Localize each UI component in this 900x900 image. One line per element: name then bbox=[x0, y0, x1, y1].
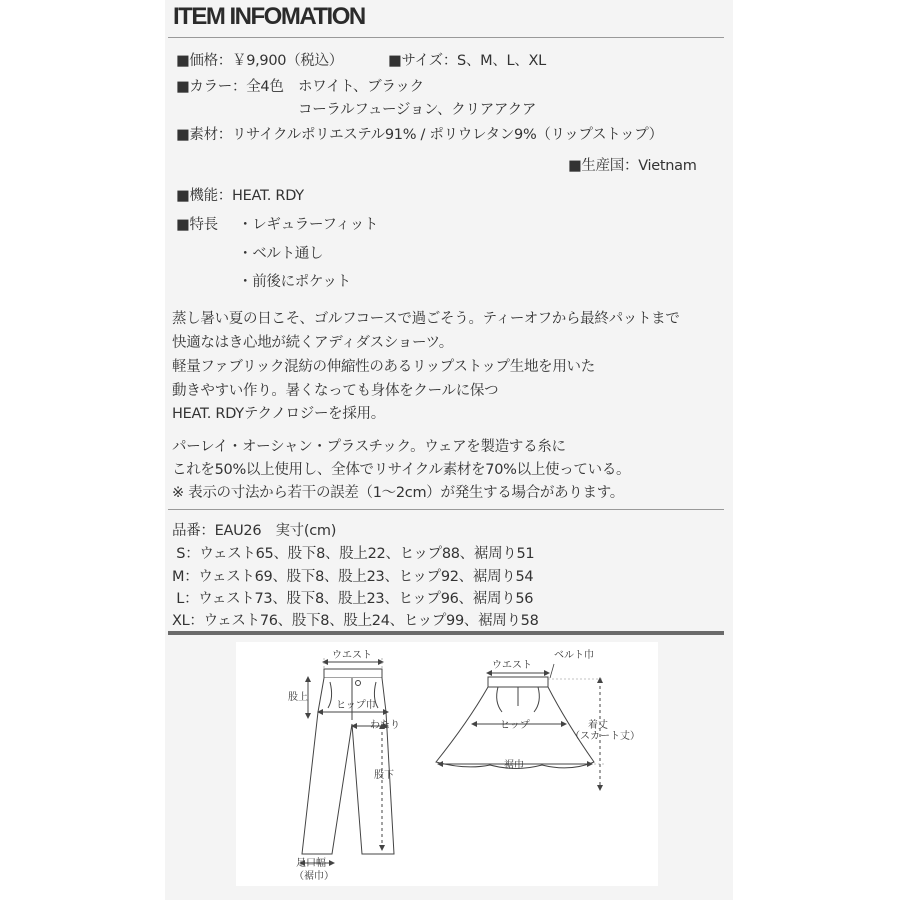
function-text: ■機能：HEAT. RDY bbox=[176, 188, 304, 204]
feature-item: ・ベルト通し bbox=[238, 246, 324, 262]
section-divider bbox=[168, 631, 724, 635]
sustainability-line: これを50%以上使用し、全体でリサイクル素材を70%以上使っている。 bbox=[172, 462, 631, 478]
measurement-diagram bbox=[236, 642, 658, 886]
title-divider bbox=[168, 37, 724, 38]
color-label: ■カラー：全4色 bbox=[176, 79, 284, 95]
size-row-xl: XL：ウェスト76、股下8、股上24、ヒップ99、裾周り58 bbox=[172, 613, 539, 629]
feature-item: ・レギュラーフィット bbox=[238, 217, 379, 233]
description-line: 動きやすい作り。暑くなっても身体をクールに保つ bbox=[172, 383, 499, 399]
skirt-belt-label: ベルト巾 bbox=[554, 650, 594, 661]
description-line: HEAT. RDYテクノロジーを採用。 bbox=[172, 406, 385, 422]
page-title: ITEM INFOMATION bbox=[173, 3, 365, 30]
pants-rise-label: 股上 bbox=[288, 692, 308, 703]
size-row-l: L：ウェスト73、股下8、股上23、ヒップ96、裾周り56 bbox=[172, 591, 534, 607]
description-line: 蒸し暑い夏の日こそ、ゴルフコースで過ごそう。ティーオフから最終パットまで bbox=[172, 311, 680, 327]
material-text: ■素材：リサイクルポリエステル91% / ポリウレタン9%（リップストップ） bbox=[176, 127, 663, 143]
sustainability-line: パーレイ・オーシャン・プラスチック。ウェアを製造する糸に bbox=[172, 439, 566, 455]
skirt-hip-label: ヒップ bbox=[500, 720, 530, 731]
notice-line: ※ 表示の寸法から若干の誤差（1〜2cm）が発生する場合があります。 bbox=[172, 485, 624, 501]
origin-text: ■生産国：Vietnam bbox=[568, 158, 697, 174]
pants-drawing bbox=[302, 669, 394, 854]
size-row-m: M：ウェスト69、股下8、股上23、ヒップ92、裾周り54 bbox=[172, 569, 534, 585]
pants-thigh-label: わたり bbox=[370, 720, 400, 731]
spec-divider bbox=[168, 509, 724, 510]
description-line: 軽量ファブリック混紡の伸縮性のあるリップストップ生地を用いた bbox=[172, 359, 595, 375]
pants-waist-label: ウエスト bbox=[332, 650, 372, 661]
size-text: ■サイズ：S、M、L、XL bbox=[388, 53, 546, 69]
skirt-length-label: 着丈 bbox=[588, 720, 608, 731]
skirt-hem-label: 裾巾 bbox=[504, 760, 524, 771]
pants-hem-sublabel: （裾巾） bbox=[294, 871, 334, 882]
description-line: 快適なはき心地が続くアディダスショーツ。 bbox=[172, 335, 453, 351]
skirt-waist-label: ウエスト bbox=[492, 660, 532, 671]
skirt-length-sublabel: （スカート丈） bbox=[570, 731, 640, 742]
color-line-1: ホワイト、ブラック bbox=[298, 79, 424, 95]
price-text: ■価格：￥9,900（税込） bbox=[176, 53, 344, 69]
spec-header: 品番：EAU26 実寸(cm) bbox=[172, 523, 337, 539]
feature-item: ・前後にポケット bbox=[238, 274, 351, 290]
pants-hip-label: ヒップ巾 bbox=[336, 700, 376, 711]
color-line-2: コーラルフュージョン、クリアアクア bbox=[298, 102, 537, 118]
features-label: ■特長 bbox=[176, 217, 218, 233]
size-row-s: S：ウェスト65、股下8、股上22、ヒップ88、裾周り51 bbox=[172, 546, 535, 562]
pants-inseam-label: 股下 bbox=[374, 770, 394, 781]
pants-hem-label: 足口幅 bbox=[296, 858, 326, 869]
